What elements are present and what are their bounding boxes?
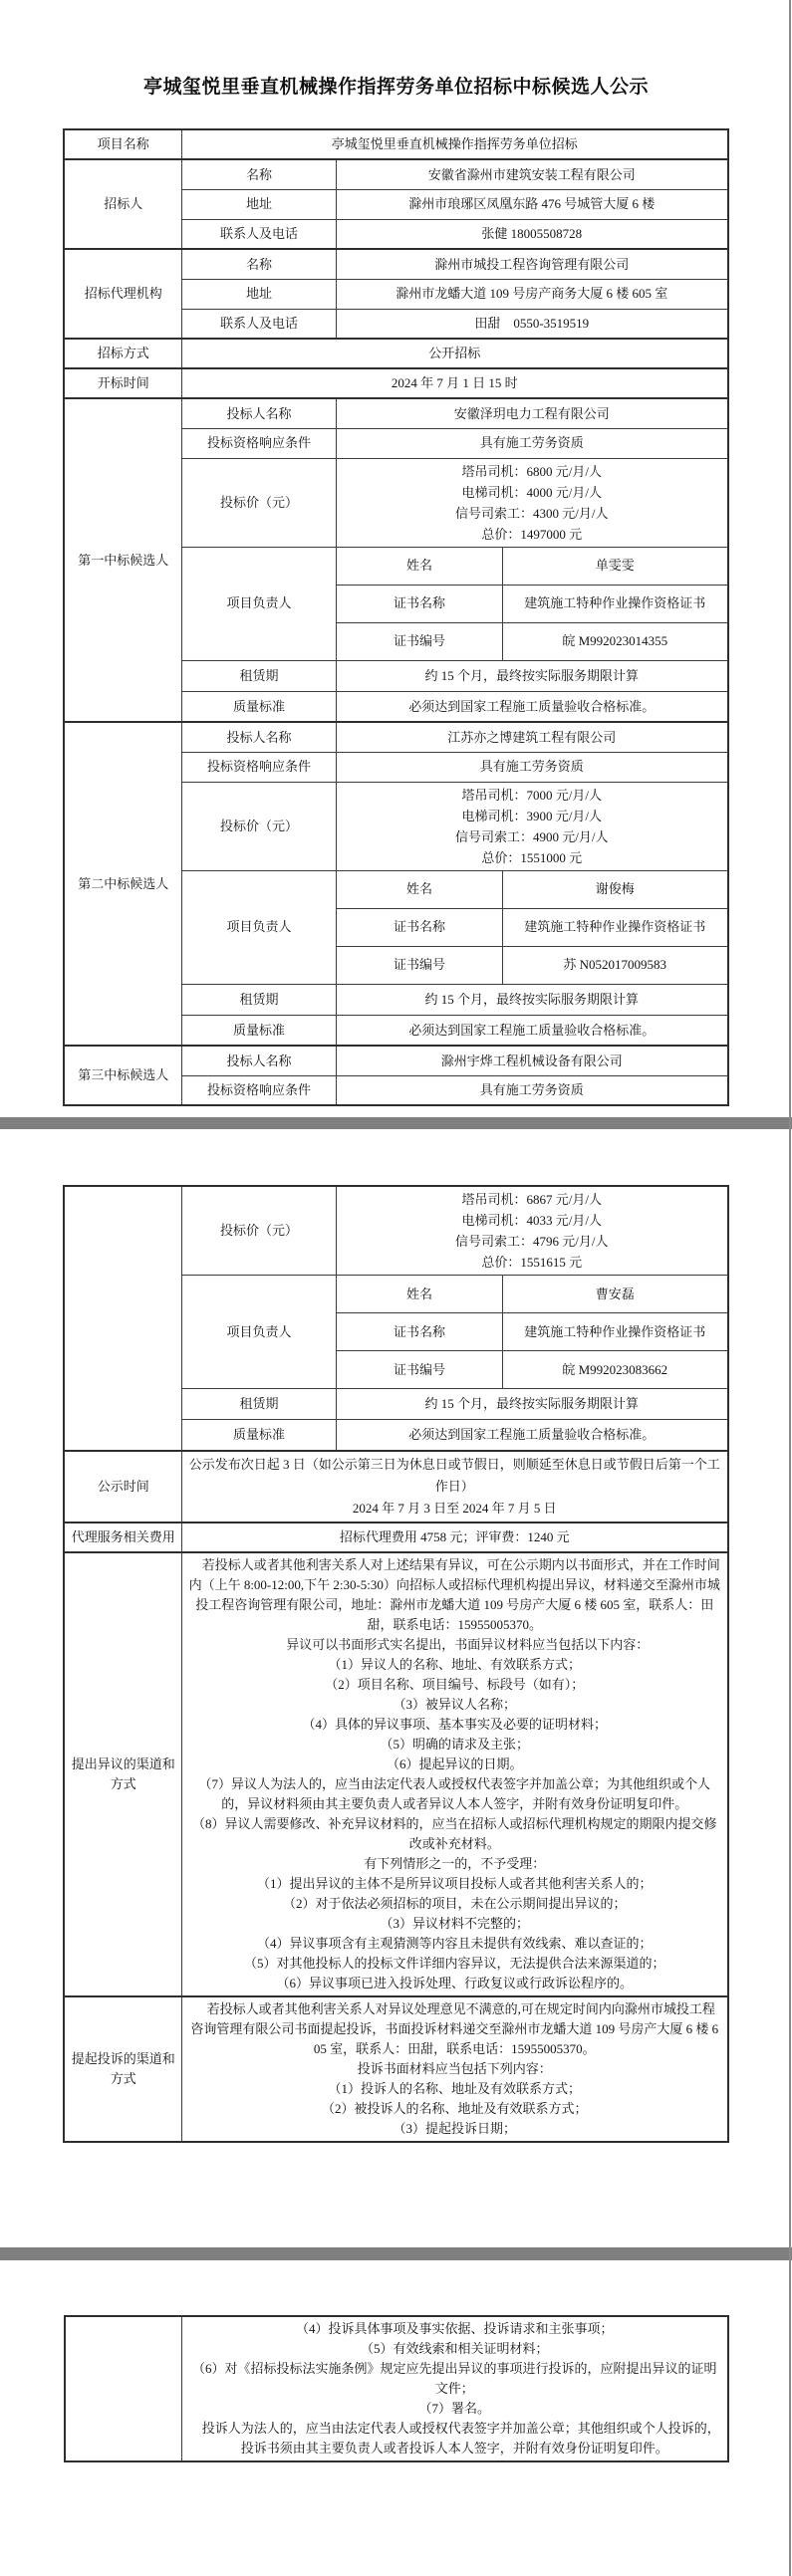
candidate1-cert-name-label-cell: 证书名称 bbox=[336, 585, 502, 622]
paragraph: （3）异议材料不完整的； bbox=[380, 1915, 529, 1931]
candidate1-bidder-label-cell: 投标人名称 bbox=[181, 398, 336, 428]
paragraph: （7）署名。 bbox=[418, 2401, 490, 2416]
tenderee-group-label-cell: 招标人 bbox=[64, 159, 181, 249]
agency-group-label-cell: 招标代理机构 bbox=[64, 249, 181, 339]
candidate1-price-value-cell bbox=[336, 458, 727, 547]
paragraph: （3）被异议人名称； bbox=[393, 1696, 516, 1712]
paragraph: 投诉书面材料应当包括下列内容： bbox=[357, 2060, 552, 2076]
paragraph: 异议可以书面形式实名提出，书面异议材料应当包括以下内容： bbox=[260, 1636, 650, 1652]
candidate1-cert-no-label-cell: 证书编号 bbox=[336, 622, 502, 660]
agency-name-value-cell: 滁州市城投工程咨询管理有限公司 bbox=[336, 249, 727, 279]
paragraph: （7）异议人为法人的，应当由法定代表人或授权代表签字并加盖公章；为其他组织或个人的，异议材料须由其主要负责人或者异议人本人签字，并附有效身份证明复印件。 bbox=[198, 1775, 710, 1811]
paragraph: （2）对于依法必须招标的项目，未在公示期间提出异议的； bbox=[282, 1895, 627, 1911]
candidate3-lease-value-cell: 约 15 个月，最终按实际服务期限计算 bbox=[336, 1389, 727, 1420]
project-name-value-cell: 亭城玺悦里垂直机械操作指挥劳务单位招标 bbox=[181, 129, 727, 159]
project-name-label-cell: 项目名称 bbox=[64, 129, 181, 159]
candidate2-cert-name-value-cell: 建筑施工特种作业操作资格证书 bbox=[502, 908, 727, 946]
candidate2-manager-label-cell: 项目负责人 bbox=[181, 870, 336, 984]
paragraph: （5）对其他投标人的投标文件详细内容异议，无法提供合法来源渠道的； bbox=[243, 1955, 665, 1971]
bid-opening-time-label-cell: 开标时间 bbox=[64, 368, 181, 398]
agency-name-label-cell: 名称 bbox=[181, 249, 336, 279]
page-2 bbox=[0, 1129, 792, 2247]
paragraph: （5）明确的请求及主张； bbox=[380, 1736, 529, 1752]
row-candidate1-bidder bbox=[64, 398, 727, 428]
paragraph: （8）异议人需要修改、补充异议材料的，应当在招标人或招标代理机构规定的期限内提交修改或补充材料。 bbox=[191, 1815, 717, 1851]
price-line: 电梯司机：4000 元/月/人 bbox=[461, 484, 602, 500]
paragraph: （1）投诉人的名称、地址及有效联系方式； bbox=[328, 2080, 581, 2096]
candidate3-qualification-label-cell: 投标资格响应条件 bbox=[181, 1075, 336, 1105]
candidate2-person-value-cell: 谢俊梅 bbox=[502, 870, 727, 908]
candidate2-qualification-label-cell: 投标资格响应条件 bbox=[181, 752, 336, 782]
candidate3-quality-label-cell: 质量标准 bbox=[181, 1420, 336, 1451]
announcement-table-page-3 bbox=[64, 2315, 729, 2462]
candidate3-quality-value-cell: 必须达到国家工程施工质量验收合格标准。 bbox=[336, 1420, 727, 1451]
paragraph: （1）提出异议的主体不是所异议项目投标人或者其他利害关系人的； bbox=[256, 1875, 653, 1891]
row-tenderee-name bbox=[64, 159, 727, 189]
candidate3-lease-label-cell: 租赁期 bbox=[181, 1389, 336, 1420]
objection-channel-label-cell: 提出异议的渠道和方式 bbox=[64, 1552, 181, 1996]
tenderee-address-value-cell: 滁州市琅琊区凤凰东路 476 号城管大厦 6 楼 bbox=[336, 189, 727, 219]
publicity-time-value-cell bbox=[181, 1451, 727, 1522]
page-separator-1 bbox=[0, 1117, 792, 1129]
candidate3-price-value-cell bbox=[336, 1186, 727, 1276]
agency-fee-label-cell: 代理服务相关费用 bbox=[64, 1522, 181, 1552]
candidate3-group-label-cell: 第三中标候选人 bbox=[64, 1046, 181, 1105]
candidate2-qualification-value-cell: 具有施工劳务资质 bbox=[336, 752, 727, 782]
tenderee-contact-value-cell: 张健 18005508728 bbox=[336, 219, 727, 249]
paragraph: （4）异议事项含有主观猜测等内容且未提供有效线索、难以查证的； bbox=[256, 1935, 653, 1951]
price-line: 总价：1551615 元 bbox=[481, 1255, 583, 1270]
row-candidate2-bidder bbox=[64, 722, 727, 752]
candidate2-person-label-cell: 姓名 bbox=[336, 870, 502, 908]
candidate1-cert-no-value-cell: 皖 M992023014355 bbox=[502, 622, 727, 660]
price-line: 塔吊司机：6867 元/月/人 bbox=[461, 1192, 602, 1207]
paragraph: （6）对《招标投标法实施条例》规定应先提出异议的事项进行投诉的，应附提出异议的证明文件； bbox=[191, 2361, 717, 2396]
candidate1-lease-value-cell: 约 15 个月，最终按实际服务期限计算 bbox=[336, 660, 727, 691]
paragraph: （5）有效线索和相关证明材料； bbox=[360, 2341, 549, 2356]
candidate2-lease-value-cell: 约 15 个月，最终按实际服务期限计算 bbox=[336, 984, 727, 1015]
agency-contact-label-cell: 联系人及电话 bbox=[181, 309, 336, 339]
paragraph: （6）异议事项已进入投诉处理、行政复议或行政诉讼程序的。 bbox=[276, 1975, 633, 1991]
paragraph: 若投标人或者其他利害关系人对异议处理意见不满意的,可在规定时间内向滁州市城投工程咨询管理有限公司书面提起投诉，书面投诉材料递交至滁州市龙蟠大道 109 号房产大厦 6 楼 605 室，联系人：田甜，联系电话：15955005370。 bbox=[190, 2000, 719, 2056]
row-publicity-time bbox=[64, 1451, 727, 1522]
candidate3-cert-no-label-cell: 证书编号 bbox=[336, 1351, 502, 1389]
candidate2-quality-value-cell: 必须达到国家工程施工质量验收合格标准。 bbox=[336, 1015, 727, 1046]
candidate2-quality-label-cell: 质量标准 bbox=[181, 1015, 336, 1046]
paragraph: （1）异议人的名称、地址、有效联系方式； bbox=[328, 1656, 581, 1672]
agency-contact-value-cell: 田甜 0550-3519519 bbox=[336, 309, 727, 339]
tenderee-contact-label-cell: 联系人及电话 bbox=[181, 219, 336, 249]
row-complaint-channel bbox=[64, 1996, 727, 2142]
row-objection-channel bbox=[64, 1552, 727, 1996]
page-3 bbox=[0, 2260, 792, 2576]
row-complaint-continuation bbox=[65, 2316, 728, 2461]
candidate2-bidder-value-cell: 江苏亦之博建筑工程有限公司 bbox=[336, 722, 727, 752]
announcement-table-page-1 bbox=[63, 128, 728, 1106]
publicity-time-label-cell: 公示时间 bbox=[64, 1451, 181, 1522]
paragraph: 若投标人或者其他利害关系人对上述结果有异议，可在公示期内以书面形式，并在工作时间内（上午 8:00-12:00,下午 2:30-5:30）向招标人或招标代理机构提出异议，材料递交至滁州市城投工程咨询管理有限公司，地址：滁州市龙蟠大道 109 号房产大厦 6 楼 605 室，联系人：田甜，联系电话：15955005370。 bbox=[188, 1556, 720, 1632]
candidate3-bidder-label-cell: 投标人名称 bbox=[181, 1046, 336, 1075]
paragraph: （2）被投诉人的名称、地址及有效联系方式； bbox=[321, 2100, 588, 2116]
candidate1-person-label-cell: 姓名 bbox=[336, 547, 502, 585]
complaint-channel-label-cell: 提起投诉的渠道和方式 bbox=[64, 1996, 181, 2142]
candidate1-cert-name-value-cell: 建筑施工特种作业操作资格证书 bbox=[502, 585, 727, 622]
paragraph: 有下列情形之一的，不予受理： bbox=[364, 1855, 546, 1871]
agency-address-value-cell: 滁州市龙蟠大道 109 号房产商务大厦 6 楼 605 室 bbox=[336, 279, 727, 309]
candidate1-qualification-value-cell: 具有施工劳务资质 bbox=[336, 428, 727, 458]
candidate1-person-value-cell: 单雯雯 bbox=[502, 547, 727, 585]
paragraph: （6）提起异议的日期。 bbox=[386, 1756, 523, 1771]
tenderee-address-label-cell: 地址 bbox=[181, 189, 336, 219]
candidate1-quality-value-cell: 必须达到国家工程施工质量验收合格标准。 bbox=[336, 691, 727, 722]
complaint-continuation-text-cell bbox=[182, 2316, 728, 2461]
page-1 bbox=[0, 0, 792, 1117]
candidate1-lease-label-cell: 租赁期 bbox=[181, 660, 336, 691]
announcement-table-page-2 bbox=[63, 1185, 728, 2143]
candidate1-quality-label-cell: 质量标准 bbox=[181, 691, 336, 722]
row-bid-opening-time bbox=[64, 368, 727, 398]
viewport-right-border bbox=[789, 0, 791, 2576]
candidate2-group-label-cell: 第二中标候选人 bbox=[64, 722, 181, 1046]
price-line: 总价：1551000 元 bbox=[481, 849, 583, 865]
tender-method-value-cell: 公开招标 bbox=[181, 339, 727, 368]
candidate3-bidder-value-cell: 滁州宇烨工程机械设备有限公司 bbox=[336, 1046, 727, 1075]
candidate2-cert-no-value-cell: 苏 N052017009583 bbox=[502, 946, 727, 984]
price-line: 总价：1497000 元 bbox=[481, 526, 583, 542]
price-line: 信号司索工：4900 元/月/人 bbox=[455, 828, 609, 844]
candidate2-price-value-cell bbox=[336, 782, 727, 870]
candidate3-cert-name-label-cell: 证书名称 bbox=[336, 1313, 502, 1351]
complaint-continuation-empty-label-cell bbox=[65, 2316, 182, 2461]
objection-channel-text-cell bbox=[181, 1552, 727, 1996]
candidate2-price-label-cell: 投标价（元） bbox=[181, 782, 336, 870]
row-agency-name bbox=[64, 249, 727, 279]
tenderee-name-label-cell: 名称 bbox=[181, 159, 336, 189]
candidate3-cert-no-value-cell: 皖 M992023083662 bbox=[502, 1351, 727, 1389]
price-line: 电梯司机：3900 元/月/人 bbox=[461, 808, 602, 823]
candidate2-bidder-label-cell: 投标人名称 bbox=[181, 722, 336, 752]
candidate1-group-label-cell: 第一中标候选人 bbox=[64, 398, 181, 722]
row-tender-method bbox=[64, 339, 727, 368]
candidate3-group-empty-cell bbox=[64, 1186, 181, 1451]
candidate2-cert-no-label-cell: 证书编号 bbox=[336, 946, 502, 984]
bid-opening-time-value-cell: 2024 年 7 月 1 日 15 时 bbox=[181, 368, 727, 398]
candidate1-bidder-value-cell: 安徽泽玥电力工程有限公司 bbox=[336, 398, 727, 428]
agency-address-label-cell: 地址 bbox=[181, 279, 336, 309]
row-candidate3-bidder bbox=[64, 1046, 727, 1075]
candidate3-manager-label-cell: 项目负责人 bbox=[181, 1276, 336, 1389]
publicity-time-line: 2024 年 7 月 3 日至 2024 年 7 月 5 日 bbox=[352, 1500, 557, 1516]
tenderee-name-value-cell: 安徽省滁州市建筑安装工程有限公司 bbox=[336, 159, 727, 189]
complaint-channel-text-cell bbox=[181, 1996, 727, 2142]
candidate1-qualification-label-cell: 投标资格响应条件 bbox=[181, 428, 336, 458]
candidate3-price-label-cell: 投标价（元） bbox=[181, 1186, 336, 1276]
price-line: 塔吊司机：6800 元/月/人 bbox=[461, 463, 602, 479]
page-separator-2 bbox=[0, 2247, 792, 2260]
candidate3-cert-name-value-cell: 建筑施工特种作业操作资格证书 bbox=[502, 1313, 727, 1351]
price-line: 信号司索工：4300 元/月/人 bbox=[455, 505, 609, 521]
row-agency-fee bbox=[64, 1522, 727, 1552]
paragraph: 投诉人为法人的，应当由法定代表人或授权代表签字并加盖公章；其他组织或个人投诉的，投诉书须由其主要负责人或者投诉人本人签字，并附有效身份证明复印件。 bbox=[188, 2421, 720, 2456]
paragraph: （4）投诉具体事项及事实依据、投诉请求和主张事项； bbox=[295, 2321, 614, 2336]
row-candidate3-price bbox=[64, 1186, 727, 1276]
candidate1-manager-label-cell: 项目负责人 bbox=[181, 547, 336, 660]
candidate1-price-label-cell: 投标价（元） bbox=[181, 458, 336, 547]
row-project-name bbox=[64, 129, 727, 159]
price-line: 电梯司机：4033 元/月/人 bbox=[461, 1213, 602, 1228]
paragraph: （2）项目名称、项目编号、标段号（如有）； bbox=[325, 1676, 585, 1692]
candidate2-lease-label-cell: 租赁期 bbox=[181, 984, 336, 1015]
publicity-time-line: 公示发布次日起 3 日（如公示第三日为休息日或节假日，则顺延至休息日或节假日后第一个工作日） bbox=[188, 1456, 720, 1494]
candidate3-qualification-value-cell: 具有施工劳务资质 bbox=[336, 1075, 727, 1105]
candidate3-person-label-cell: 姓名 bbox=[336, 1276, 502, 1313]
candidate3-person-value-cell: 曹安磊 bbox=[502, 1276, 727, 1313]
agency-fee-value-cell: 招标代理费用 4758 元；评审费：1240 元 bbox=[181, 1522, 727, 1552]
document-title: 亭城玺悦里垂直机械操作指挥劳务单位招标中标候选人公示 bbox=[142, 77, 649, 98]
tender-method-label-cell: 招标方式 bbox=[64, 339, 181, 368]
paragraph: （4）具体的异议事项、基本事实及必要的证明材料； bbox=[302, 1716, 607, 1732]
price-line: 信号司索工：4796 元/月/人 bbox=[455, 1234, 609, 1249]
candidate2-cert-name-label-cell: 证书名称 bbox=[336, 908, 502, 946]
paragraph: （3）提起投诉日期； bbox=[393, 2120, 516, 2136]
price-line: 塔吊司机：7000 元/月/人 bbox=[461, 787, 602, 803]
